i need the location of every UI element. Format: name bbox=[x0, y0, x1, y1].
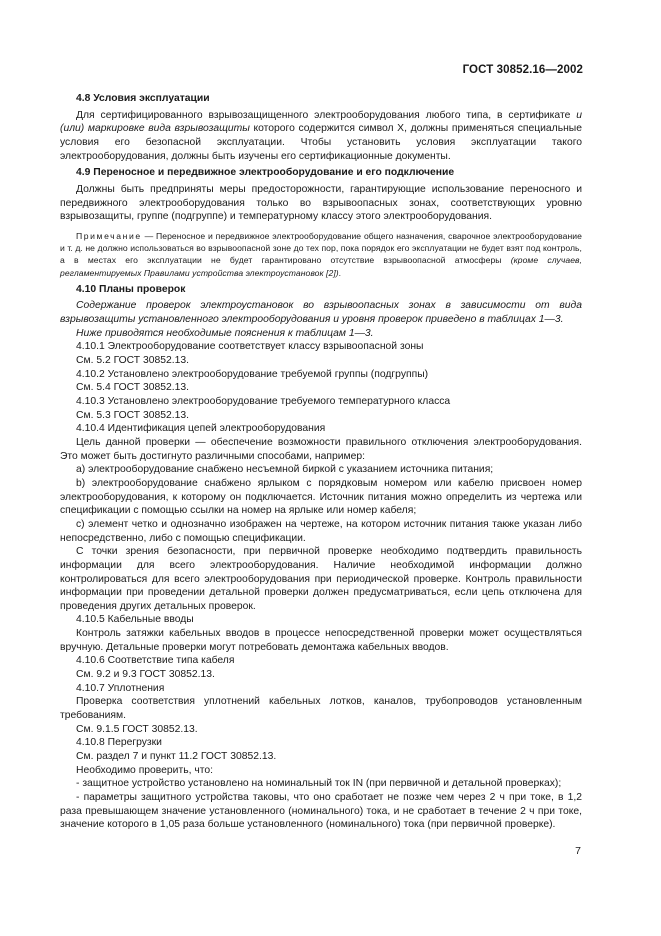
dash-item-2: - параметры защитного устройства таковы, что оно сработает не позже чем через 2 ч при токе, в 1,2 раза превышающем значение установленного (номинального) тока, и не сработает в течение 2 ч при токе, значение которого в 1,05 раза больше установленного (номинального) тока (при первичной проверке). bbox=[60, 792, 582, 831]
text-run: которого содержится символ X, должны применяться специальные условия его безопасной эксплуатации. Чтобы установить условия эксплуатации такого электрооборудования, должны быть изучены его сертификационные документы. bbox=[60, 123, 582, 162]
italic-text-run: и (или) маркировке вида взрывозащиты bbox=[60, 109, 582, 135]
paragraph-4-8 bbox=[60, 109, 582, 164]
section-heading-4-8: 4.8 Условия эксплуатации bbox=[76, 93, 210, 104]
list-item-b: b) электрооборудование снабжено ярлыком с порядковым номером или кабелю присвоен номер электрооборудования, к которому он подключается. Источник питания можно определить из чертежа или спецификации с помощью ссылки на номер на ярлыке или номер кабеля; bbox=[60, 477, 582, 517]
paragraph-4-10-intro: Содержание проверок электроустановок во взрывоопасных зонах в зависимости от вида взрывозащиты установленного электрооборудования и уровня проверок приведено в таблицах 1—3. bbox=[60, 300, 582, 326]
section-heading-4-10: 4.10 Планы проверок bbox=[76, 283, 186, 295]
page-number: 7 bbox=[575, 845, 581, 857]
item-4-10-5-title: 4.10.5 Кабельные вводы bbox=[76, 614, 194, 626]
dash-item-1: - защитное устройство установлено на номинальный ток IN (при первичной и детальной проверках); bbox=[76, 778, 562, 790]
section-heading-4-9: 4.9 Переносное и передвижное электрооборудование и его подключение bbox=[76, 167, 455, 179]
note-text-end: . bbox=[338, 267, 342, 278]
note-text: — Переносное и передвижное электрооборудование общего назначения, сварочное электрооборудование и т. д. не должно использоваться во взрывоопасной зоне до тех пор, пока порядок его эксплуатации не будет взят под контроль, а в местах его эксплуатации не будет гарантировано отсутствие взрывоопасной атмосферы bbox=[60, 230, 582, 266]
item-4-10-6-ref: См. 9.2 и 9.3 ГОСТ 30852.13. bbox=[76, 669, 215, 681]
list-item-a: а) электрооборудование снабжено несъемной биркой с указанием источника питания; bbox=[76, 464, 494, 476]
item-4-10-3-title: 4.10.3 Установлено электрооборудование требуемого температурного класса bbox=[76, 395, 451, 407]
item-4-10-5-paragraph: Контроль затяжки кабельных вводов в процессе непосредственной проверки может осуществляться вручную. Детальные проверки могут потребовать демонтажа кабельных вводов. bbox=[60, 628, 582, 653]
item-4-10-8-ref: См. раздел 7 и пункт 11.2 ГОСТ 30852.13. bbox=[76, 751, 277, 763]
document-body bbox=[60, 92, 582, 832]
item-4-10-4-paragraph-2: С точки зрения безопасности, при первичной проверке необходимо подтвердить правильность информации для всего электрооборудования. Наличие необходимой информации должно контролироваться для всего электрооборудования при периодической проверке. Контроль правильности информации при проведении детальной проверки должен предусматриваться, если цепь отключена для проведения других детальных проверок. bbox=[60, 546, 582, 612]
item-4-10-1-title: 4.10.1 Электрооборудование соответствует классу взрывоопасной зоны bbox=[76, 341, 424, 353]
item-4-10-6-title: 4.10.6 Соответствие типа кабеля bbox=[76, 655, 235, 667]
item-4-10-4-paragraph: Цель данной проверки — обеспечение возможности правильного отключения электрооборудования. Это может быть достигнуто различными способами, например: bbox=[60, 436, 582, 462]
item-4-10-2-ref: См. 5.4 ГОСТ 30852.13. bbox=[76, 382, 189, 394]
item-4-10-4-title: 4.10.4 Идентификация цепей электрооборудования bbox=[76, 423, 326, 435]
item-4-10-7-title: 4.10.7 Уплотнения bbox=[76, 682, 165, 694]
note-4-9 bbox=[60, 230, 582, 279]
item-4-10-7-ref: См. 9.1.5 ГОСТ 30852.13. bbox=[76, 723, 198, 735]
item-4-10-7-paragraph: Проверка соответствия уплотнений кабельных лотков, каналов, трубопроводов установленным требованиям. bbox=[60, 696, 582, 722]
item-4-10-1-ref: См. 5.2 ГОСТ 30852.13. bbox=[76, 355, 189, 366]
item-4-10-8-paragraph: Необходимо проверить, что: bbox=[76, 764, 213, 776]
item-4-10-8-title: 4.10.8 Перегрузки bbox=[76, 737, 162, 749]
document-number-header: ГОСТ 30852.16—2002 bbox=[462, 64, 583, 76]
item-4-10-2-title: 4.10.2 Установлено электрооборудование требуемой группы (подгруппы) bbox=[76, 368, 429, 380]
item-4-10-3-ref: См. 5.3 ГОСТ 30852.13. bbox=[76, 409, 189, 421]
text-run: Для сертифицированного взрывозащищенного электрооборудования любого типа, в сертификате bbox=[76, 109, 577, 121]
note-label: Примечание bbox=[76, 230, 142, 241]
paragraph-4-10-intro-2: Ниже приводятся необходимые пояснения к таблицам 1—3. bbox=[76, 327, 374, 339]
paragraph-4-9: Должны быть предприняты меры предосторожности, гарантирующие использование переносного и передвижного электрооборудования только во взрывоопасных зонах, соответствующих уровню взрывозащиты, группе (подгруппе) и температурному классу этого электрооборудования. bbox=[60, 183, 582, 223]
list-item-c: c) элемент четко и однозначно изображен на чертеже, на котором источник питания также указан либо непосредственно, либо с помощью спецификации. bbox=[60, 518, 582, 544]
note-italic-text: (кроме случаев, регламентируемых Правилами устройства электроустановок [2]) bbox=[60, 255, 582, 278]
